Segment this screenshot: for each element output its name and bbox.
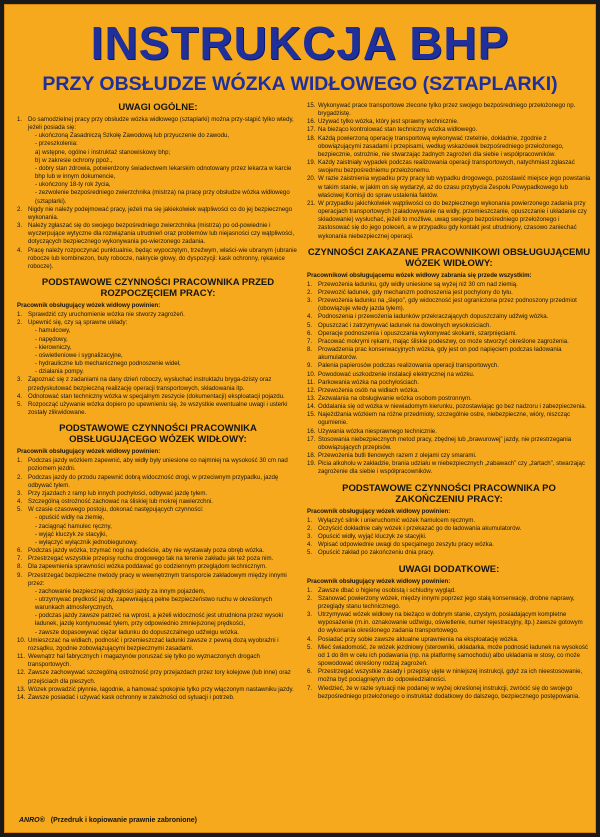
item-text: Mieć świadomość, że wózek jezdniowy (sterowniki, układarka, może podnosić ładunek na wysokość od 1 do 8m w celu ich podawania (np. na platformę samochodu) albo układania w stosy, co może spowodować określony rodzaj zagrożeń.: [318, 643, 588, 668]
list-item: [17, 637, 299, 653]
list-item: [307, 395, 591, 403]
list-item: [17, 206, 299, 222]
item-number: 2.: [17, 319, 23, 327]
item-text: Najeżdżania wózkiem na różne przedmioty, szczególnie ostre, niebezpieczne, wióry, niszcząc ogumienie.: [318, 411, 571, 427]
item-text: Palenia papierosów podczas realizowania operacji transportowych.: [318, 362, 499, 370]
before-work-list: [17, 311, 299, 417]
item-number: 3.: [17, 222, 23, 230]
item-number: 1.: [307, 280, 313, 288]
item-text: Przewożenia butli tlenowych razem z olejami czy smarami.: [318, 452, 477, 460]
item-number: 3.: [307, 297, 313, 305]
right-column: [307, 102, 591, 804]
footer: [19, 817, 197, 824]
list-item: [307, 533, 591, 541]
list-item: [17, 401, 299, 417]
item-number: 6.: [307, 668, 313, 676]
list-item: [307, 549, 591, 557]
sub-item: - ukończoną Zasadniczą Szkołę Zawodową lub przyuczenie do zawodu,: [35, 132, 230, 140]
item-text: Pracę należy rozpoczynać punktualnie, będąc wypoczętym, trzeźwym, właści-wie ubranym (ubranie robocze lub kombinezon, buty robocze, nakrycie głowy, do dyspozycji: kask ochronny, rękawice robocze).: [28, 246, 297, 270]
item-number: 21.: [307, 199, 316, 207]
forbidden-heading: CZYNNOŚCI ZAKAZANE PRACOWNIKOWI OBSŁUGUJĄCEMU WÓZEK WIDŁOWY:: [307, 246, 591, 269]
item-number: 11.: [17, 653, 26, 661]
item-number: 1.: [17, 311, 23, 319]
sub-item: - hydrauliczne lub mechanicznego podnoszenie wideł,: [35, 360, 181, 368]
item-text: Przestrzegać wszystkie przepisy ruchu drogowego tak na terenie zakładu jak też poza nim.: [28, 555, 274, 563]
sub-item: - wyjąć kluczyk ze stacyjki,: [35, 530, 108, 538]
list-item: [307, 126, 591, 134]
item-number: 5.: [17, 506, 23, 514]
item-text: Opuścić widły, wyjąć kluczyk ze stacyjki.: [318, 533, 427, 541]
list-item: [17, 506, 299, 514]
item-number: 1.: [307, 516, 313, 524]
item-text: Utrzymywać wózek widłowy na bieżąco w dobrym stanie, czystym, posiadającym kompletne wyposażenie (m.in. oznakowanie udźwigu, oświetlenie, numer rejestracyjny, itp.) zawsze gotowym do wykonania określonego zadania transportowego.: [318, 611, 583, 635]
list-item: [17, 457, 299, 473]
item-number: 16.: [307, 427, 316, 435]
list-item: [17, 376, 299, 392]
item-number: 16.: [307, 118, 316, 126]
item-text: Sprawdzić czy uruchomienie wózka nie stworzy zagrożeń.: [28, 311, 185, 319]
item-text: Umieszczać na widłach, podnosić i przemieszczać ładunki zawsze z pewną dozą wyobraźni i rozsądku, zgodnie zobowiązującymi bezpiecznymi zasadami.: [28, 636, 279, 652]
after-work-heading: PODSTAWOWE CZYNNOŚCI PRACOWNIKA PO ZAKOŃCZENIU PRACY:: [342, 482, 556, 505]
list-item: [307, 387, 591, 395]
item-text: Wpisać odpowiednie uwagi do specjalnego zeszytu pracy wózka.: [318, 541, 494, 549]
list-item: [307, 636, 591, 644]
before-work-heading: PODSTAWOWE CZYNNOŚCI PRACOWNIKA PRZED ROZPOCZĘCIEM PRACY:: [41, 276, 275, 299]
sub-item: - dobry stan zdrowia, potwierdzony świadectwem lekarskim odnotowany przez lekarza w karcie bhp lub w innym dokumencie,: [35, 164, 292, 181]
list-item: [307, 346, 591, 362]
item-text: Opuszczać i zatrzymywać ładunek na dowolnych wysokościach.: [318, 321, 492, 329]
item-text: Posiadać przy sobie zawsze aktualne uprawnienia na eksploatację wózka.: [318, 635, 519, 643]
list-item: [307, 428, 591, 436]
sub-item: - działania pompy.: [35, 368, 84, 376]
list-item: [17, 247, 299, 271]
list-item: [307, 159, 591, 175]
list-item: [307, 452, 591, 460]
list-item: [17, 116, 299, 132]
item-text: Zawsze zachowywać szczególną ostrożność przy przejazdach przez tory kolejowe (lub inne) oraz przejściach dla pieszych.: [28, 669, 291, 685]
list-item: [17, 686, 299, 694]
sub-item: - przeszkolenia:: [35, 140, 78, 148]
list-item: [17, 572, 299, 588]
list-item: [307, 289, 591, 297]
sub-item: - zaciągnąć hamulec ręczny,: [35, 522, 112, 530]
item-number: 2.: [307, 524, 313, 532]
item-number: 12.: [17, 669, 26, 677]
list-item: [307, 297, 591, 313]
item-text: Wewnątrz hal fabrycznych i magazynów poruszać się tylko po wyznaczonych drogach transportowych.: [28, 653, 260, 669]
item-text: Do samodzielnej pracy przy obsłudze wózka widłowego (sztaplarki) można przy-stąpić tylko wtedy, jeżeli posiada się:: [28, 116, 294, 132]
item-number: 4.: [307, 313, 313, 321]
item-number: 1.: [17, 457, 23, 465]
item-text: Każdą powierzoną operację transportową wykonywać rzetelnie, dokładnie, zgodnie z obowiązującymi zasadami i przepisami, według wskazówek bezpośredniego przełożonego, bezpiecznie, ostrożnie, nie stwarzając żadnych zagrożeń dla siebie i współpracowników.: [318, 134, 564, 158]
item-number: 4.: [307, 635, 313, 643]
item-number: 6.: [17, 547, 23, 555]
item-number: 1.: [307, 586, 313, 594]
list-item: [17, 393, 299, 401]
list-item: [17, 694, 299, 702]
sub-item: - wyłączyć wyłącznik jednobiegunowy.: [35, 538, 138, 546]
sub-item: - napędowy,: [35, 335, 68, 343]
sub-item: a) wstępne, ogólne i instruktaż stanowiskowy bhp;: [35, 148, 171, 156]
item-text: Stosowania niebezpiecznych metod pracy, zbędnej lub „brawurowej” jazdy, nie przestrzegania obowiązujących przepisów.: [318, 435, 572, 451]
item-text: Pracować mokrymi rękami, mając śliskie podeszwy, co może stworzyć określone zagrożenia.: [318, 337, 569, 345]
item-number: 3.: [307, 533, 313, 541]
list-item: [17, 474, 299, 490]
item-number: 8.: [307, 346, 313, 354]
item-text: Dla zapewnienia sprawności wózka poddawać go codziennym przeglądom technicznym.: [28, 563, 267, 571]
brand-logo: ANRO®: [19, 817, 45, 824]
list-item: [307, 118, 591, 126]
item-text: W czasie czasowego postoju, dokonać następujących czynności:: [28, 506, 204, 514]
during-work-list-continued: [307, 102, 591, 241]
after-work-intro: Pracownik obsługujący wózek widłowy powinien:: [307, 507, 451, 515]
item-number: 5.: [307, 549, 313, 557]
list-item: [17, 222, 299, 246]
sub-item: - hamulcowy,: [35, 327, 71, 335]
item-text: W razie zaistnienia wypadku przy pracy lub wypadku drogowego, pozostawić miejsce jego powstania w takim stanie, w jakim on się wydarzył, aż do czasu przybycia Zespołu Powypadkowego lub właściwej Komisji do spraw ustalenia faktów.: [318, 175, 591, 199]
item-number: 11.: [307, 378, 316, 386]
additional-notes-intro: Pracownik obsługujący wózek widłowy powinien:: [307, 577, 451, 585]
list-item: [307, 379, 591, 387]
list-item: [307, 644, 591, 668]
item-text: Zawsze posiadać i używać kask ochronny w zależności od sytuacji i potrzeb.: [28, 693, 235, 701]
item-number: 4.: [17, 246, 23, 254]
item-number: 19.: [307, 159, 316, 167]
item-text: Operacje podnoszenia i opuszczania wykonywać skokami, szarpnięciami.: [318, 329, 517, 337]
item-text: Przewożenia osób na widłach wózka.: [318, 386, 419, 394]
item-number: 3.: [17, 489, 23, 497]
item-number: 9.: [307, 362, 313, 370]
additional-notes-list: [307, 587, 591, 701]
during-work-list: [17, 457, 299, 702]
sub-item: - ukończony 18-ty rok życia,: [35, 181, 111, 189]
bhp-instruction-board: [4, 4, 596, 833]
sub-item: - zachowanie bezpiecznej odległości jazdy za innym pojazdem,: [35, 587, 206, 595]
item-text: Upewnić się, czy są sprawne układy:: [28, 319, 128, 327]
item-text: Zezwalania na obsługiwanie wózka osobom postronnym.: [318, 395, 472, 402]
list-item: [307, 525, 591, 533]
page-title: INSTRUKCJA BHP: [90, 17, 510, 69]
list-item: [307, 595, 591, 611]
list-item: [307, 411, 591, 427]
item-number: 14.: [17, 693, 26, 701]
item-number: 18.: [307, 452, 316, 460]
list-item: [17, 563, 299, 571]
sub-item: - podczas jazdy zawsze patrzeć na wprost, a jeżeli widoczność jest utrudniona przez wysoki ładunek, jazdę kontynuować tyłem, przy odpowiednio zmniejszonej prędkości,: [35, 612, 283, 628]
list-item: [307, 460, 591, 476]
list-item: [307, 200, 591, 241]
item-number: 6.: [307, 329, 313, 337]
sub-item: - oświetleniowe i sygnalizacyjne,: [35, 351, 123, 359]
list-item: [307, 322, 591, 330]
item-text: Używania wózka niesprawnego technicznie.: [318, 427, 437, 435]
sub-item: - kierowniczy,: [35, 343, 72, 351]
additional-notes-heading: UWAGI DODATKOWE:: [398, 563, 500, 575]
item-text: Odnotować stan techniczny wózka w specjalnym zeszycie (dokumentacji) eksploatacji pojazdu.: [28, 392, 285, 400]
list-item: [307, 371, 591, 379]
left-column: [17, 102, 299, 804]
item-text: Wiedzieć, że w razie sytuacji nie podanej w wyżej określonej instrukcji, zwrócić się do swojego bezpośredniego przełożonego o instruktaż dodatkowy do dalszego, bezpiecznego postępowania.: [318, 684, 580, 700]
item-text: Szanować powierzony wózek, między innymi poprzez jego stałą konserwację, drobne naprawy, przeglądy stanu technicznego.: [318, 594, 575, 610]
list-item: [307, 668, 591, 684]
list-item: [17, 319, 299, 327]
during-work-heading: PODSTAWOWE CZYNNOŚCI PRACOWNIKA OBSŁUGUJĄCEGO WÓZEK WIDŁOWY:: [59, 423, 257, 446]
item-text: W przypadku jakichkolwiek wątpliwości co do bezpiecznego wykonania powierzonego zadania przy operacjach transportowych (załadowywanie na widły, przemieszczanie, opuszczanie i układanie czy składowanie) wysłuchać, jeżeli to możliwe, uwag swojego bezpośredniego przełożonego i zastosować się do jego poleceń, a w przypadku gdy kontakt jest utrudniony, czasowo zaniechać wykonania niebezpiecznej operacji.: [318, 199, 587, 240]
item-text: Rozpocząć używanie wózka dopiero po upewnieniu się, że wszystkie ewentualne uwagi i usterki zostały zlikwidowane.: [28, 400, 288, 416]
item-number: 19.: [307, 460, 316, 468]
item-number: 5.: [307, 643, 313, 651]
sub-item: - zawsze dopasowywać ciężar ładunku do dopuszczalnego udźwigu wózka.: [35, 628, 239, 636]
sub-item: - utrzymywać prędkość jazdy, zapewniającą pełne bezpieczeństwo ruchu w określonych warunkach atmosferycznych,: [35, 595, 272, 612]
item-text: Szczególną ostrożność zachować na śliskiej lub mokrej nawierzchni.: [28, 498, 213, 506]
list-item: [17, 547, 299, 555]
sub-item: - zezwolenie bezpośredniego zwierzchnika (mistrza) na pracę przy obsłudze wózka widłowego (sztaplarki).: [35, 189, 290, 205]
item-text: Na bieżąco kontrolować stan techniczny wózka widłowego.: [318, 126, 478, 134]
item-number: 3.: [17, 376, 23, 384]
item-text: Przewożenia ładunku na „ślepo”, gdy widoczność jest ograniczona przez podnoszony przedmiot (obowiązuje wtedy jazda tyłem).: [318, 297, 577, 313]
item-text: Przewozić ładunek, gdy mechanizm podnoszenia jest pochylony do tyłu.: [318, 288, 513, 296]
item-text: Powodować uszkodzenie instalacji elektrycznej na wózku.: [318, 370, 475, 378]
list-item: [307, 135, 591, 159]
item-text: Każdy zaistniały wypadek podczas realizowania operacji transportowych, natychmiast zgłaszać swojemu bezpośredniemu przełożonemu.: [318, 159, 575, 175]
item-number: 4.: [17, 392, 23, 400]
item-text: Oddalania się od wózka w niewiadomym kierunku, pozostawiając go bez nadzoru i zabezpieczenia.: [318, 403, 587, 411]
item-text: Przestrzegać bezpieczne metody pracy w wewnętrznym transporcie zakładowym między innymi przez:: [28, 571, 287, 587]
item-number: 3.: [307, 611, 313, 619]
item-text: Podczas jazdy wózkiem zapewnić, aby widły były uniesione co najmniej na wysokość 30 cm nad poziomem jezdni.: [28, 457, 288, 473]
item-number: 12.: [307, 386, 316, 394]
during-work-intro: Pracownik obsługujący wózek widłowy powinien:: [17, 448, 161, 456]
list-item: [307, 102, 591, 118]
item-text: Podczas jazdy wózka, trzymać nogi na podeście, aby nie wystawały poza obręb wózka.: [28, 547, 265, 555]
item-text: Wykonywać prace transportowe zlecone tylko przez swojego bezpośredniego przełożonego np. brygadzistę.: [318, 102, 576, 118]
item-number: 4.: [307, 541, 313, 549]
item-number: 5.: [17, 400, 23, 408]
item-number: 17.: [307, 126, 316, 134]
list-item: [307, 611, 591, 635]
item-text: Przy zjazdach z ramp lub innych pochyłości, odbywać jazdę tyłem.: [28, 489, 208, 497]
item-text: Przewożenia ładunku, gdy widły uniesione są wyżej niż 30 cm nad ziemią.: [318, 280, 518, 288]
list-item: [307, 330, 591, 338]
list-item: [307, 338, 591, 346]
item-number: 15.: [307, 411, 316, 419]
item-number: 4.: [17, 498, 23, 506]
item-number: 15.: [307, 102, 316, 109]
copyright-note: (Przedruk i kopiowanie prawnie zabronione): [50, 817, 197, 824]
list-item: [17, 311, 299, 319]
item-number: 8.: [17, 563, 23, 571]
item-text: Podnoszenia i przewożenia ładunków przekraczających dopuszczalny udźwig wózka.: [318, 313, 549, 321]
item-number: 2.: [307, 594, 313, 602]
item-text: Oczyścić dokładnie cały wózek i przekazać go do ładowania akumulatorów.: [318, 524, 522, 532]
item-number: 2.: [17, 473, 23, 481]
before-work-intro: Pracownik obsługujący wózek widłowy powinien:: [17, 301, 161, 309]
list-item: [307, 685, 591, 701]
after-work-list: [307, 517, 591, 558]
list-item: [307, 281, 591, 289]
item-text: Parkowania wózka na pochyłościach.: [318, 378, 419, 386]
item-text: Zapoznać się z zadaniami na dany dzień roboczy, wysłuchać instruktażu bryga-dzisty oraz przedyskutować bezpieczną realizację operacji transportowych, składowania itp.: [28, 376, 272, 392]
list-item: [17, 498, 299, 506]
sub-item: - opuścić widły na ziemię,: [35, 514, 105, 522]
item-number: 2.: [17, 205, 23, 213]
item-number: 1.: [17, 116, 23, 123]
list-item: [17, 653, 299, 669]
item-number: 14.: [307, 403, 316, 411]
item-number: 20.: [307, 175, 316, 183]
general-list: [17, 116, 299, 271]
item-text: Nigdy nie należy podejmować pracy, jeżeli ma się jakiekolwiek wątpliwości co do jej bezpiecznego wykonania.: [28, 205, 293, 221]
item-text: Podczas jazdy do przodu zapewnić dobrą widoczność drogi, w przeciwnym przypadku, jazdę odbywać tyłem.: [28, 473, 279, 489]
item-number: 7.: [307, 684, 313, 692]
item-text: Picia alkoholu w zakładzie, brania udziału w niebezpiecznych „zabawach” czy „żartach”, stwarzając zagrożenie dla siebie i współpracowników.: [318, 460, 585, 476]
item-text: Zawsze dbać o higienę osobistą i schludny wygląd.: [318, 586, 456, 594]
list-item: [17, 490, 299, 498]
item-text: Prowadzenia prac konserwacyjnych wózka, gdy jest on pod napięciem podczas ładowania akumulatorów.: [318, 346, 562, 362]
list-item: [307, 587, 591, 595]
general-heading: UWAGI OGÓLNE:: [118, 102, 198, 113]
item-number: 7.: [307, 337, 313, 345]
sub-item: b) w zakresie ochrony ppoż.,: [35, 156, 113, 164]
list-item: [17, 669, 299, 685]
item-number: 10.: [17, 636, 26, 644]
item-text: Należy zgłaszać się do swojego bezpośredniego zwierzchnika (mistrza) po od-powiednie i wyczerpujące wytyczne dla rozwiązania utrudnień oraz problemów lub niejasności czy wątpliwości, dotyczących bezpiecznego wykonywania po-wierzonego zadania.: [28, 222, 295, 246]
item-number: 17.: [307, 435, 316, 443]
list-item: [307, 436, 591, 452]
item-number: 13.: [17, 685, 26, 693]
list-item: [307, 362, 591, 370]
item-text: Przestrzegać wszystkie zasady i przepisy ujęte w niniejszej instrukcji, gdyż za ich nieestosowanie, można być pociągniętym do odpowiedzialności.: [318, 668, 583, 684]
forbidden-intro: Pracownikowi obsługującemu wózek widłowy zabrania się przede wszystkim:: [307, 271, 532, 279]
item-number: 2.: [307, 288, 313, 296]
item-number: 13.: [307, 395, 316, 402]
item-number: 18.: [307, 134, 316, 142]
list-item: [307, 403, 591, 411]
item-text: Używać tylko wózka, który jest sprawny technicznie.: [318, 118, 459, 126]
item-text: Wyłączyć silnik i unieruchomić wózek hamulcem ręcznym.: [318, 516, 476, 524]
list-item: [307, 517, 591, 525]
item-text: Opuścić zakład po zakończeniu dnia pracy.: [318, 549, 435, 557]
forbidden-list: [307, 281, 591, 477]
item-text: Wózek prowadzić płynnie, łagodnie, a hamować spokojnie tylko przy włączonym nastawniku jazdy.: [28, 685, 294, 693]
list-item: [307, 175, 591, 199]
page-subtitle: PRZY OBSŁUDZE WÓZKA WIDŁOWEGO (SZTAPLARKI): [42, 73, 558, 95]
list-item: [307, 313, 591, 321]
list-item: [307, 541, 591, 549]
list-item: [17, 555, 299, 563]
item-number: 5.: [307, 321, 313, 329]
item-number: 7.: [17, 555, 23, 563]
item-number: 9.: [17, 571, 23, 579]
item-number: 10.: [307, 370, 316, 378]
